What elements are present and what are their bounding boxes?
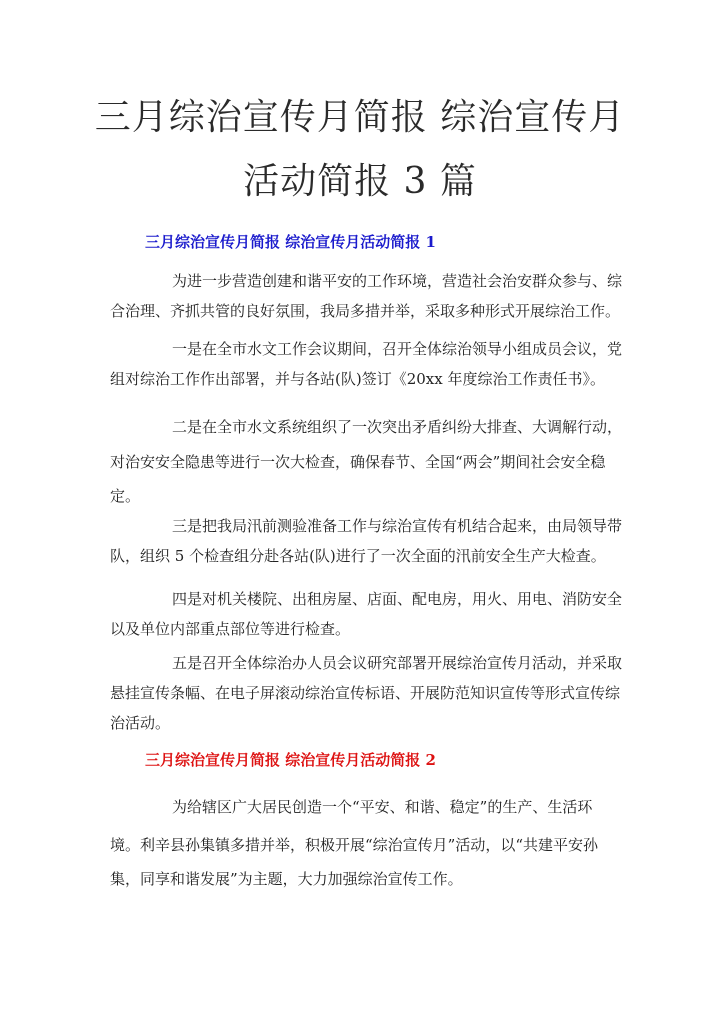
paragraph-line: 队，组织 5 个检查组分赴各站(队)进行了一次全面的汛前安全生产大检查。 — [110, 547, 606, 565]
paragraph-line: 为给辖区广大居民创造一个“平安、和谐、稳定”的生产、生活环 — [172, 798, 593, 816]
paragraph-line: 悬挂宣传条幅、在电子屏滚动综治宣传标语、开展防范知识宣传等形式宣传综 — [110, 684, 621, 702]
paragraph-line: 一是在全市水文工作会议期间，召开全体综治领导小组成员会议，党 — [172, 340, 623, 358]
paragraph-line: 境。利辛县孙集镇多措并举，积极开展“综治宣传月”活动，以“共建平安孙 — [110, 836, 599, 854]
paragraph-line: 定。 — [110, 487, 141, 505]
paragraph-line: 二是在全市水文系统组织了一次突出矛盾纠纷大排查、大调解行动， — [172, 418, 623, 436]
paragraph-line: 为进一步营造创建和谐平安的工作环境，营造社会治安群众参与、综 — [172, 272, 623, 290]
paragraph-line: 集，同享和谐发展”为主题，大力加强综治宣传工作。 — [110, 870, 463, 888]
section-1-paragraph-3 — [110, 411, 623, 511]
paragraph-line: 三是把我局汛前测验准备工作与综治宣传有机结合起来，由局领导带 — [172, 517, 623, 535]
paragraph-line: 以及单位内部重点部位等进行检查。 — [110, 620, 351, 638]
paragraph-line: 四是对机关楼院、出租房屋、店面、配电房，用火、用电、消防安全 — [172, 590, 623, 608]
paragraph-line: 对治安安全隐患等进行一次大检查，确保春节、全国“两会”期间社会安全稳 — [110, 453, 606, 471]
section-2-paragraph-1 — [110, 788, 605, 894]
document-title-line-1: 三月综治宣传月简报 综治宣传月 — [94, 97, 626, 138]
section-1-paragraph-4 — [110, 511, 623, 571]
paragraph-line: 五是召开全体综治办人员会议研究部署开展综治宣传月活动，并采取 — [172, 654, 623, 672]
section-2-heading: 三月综治宣传月简报 综治宣传月活动简报 2 — [145, 751, 436, 769]
section-1-paragraph-5 — [110, 584, 623, 644]
section-1-paragraph-6 — [110, 648, 623, 738]
paragraph-line: 合治理、齐抓共管的良好氛围，我局多措并举，采取多种形式开展综治工作。 — [110, 302, 621, 320]
section-1-paragraph-2 — [110, 334, 623, 394]
document-title-line-2: 活动简报 3 篇 — [243, 161, 477, 202]
paragraph-line: 组对综治工作作出部署，并与各站(队)签订《20xx 年度综治工作责任书》。 — [110, 370, 605, 388]
section-1-paragraph-1 — [110, 266, 623, 326]
paragraph-line: 治活动。 — [110, 714, 171, 732]
section-1-heading: 三月综治宣传月简报 综治宣传月活动简报 1 — [145, 233, 436, 251]
